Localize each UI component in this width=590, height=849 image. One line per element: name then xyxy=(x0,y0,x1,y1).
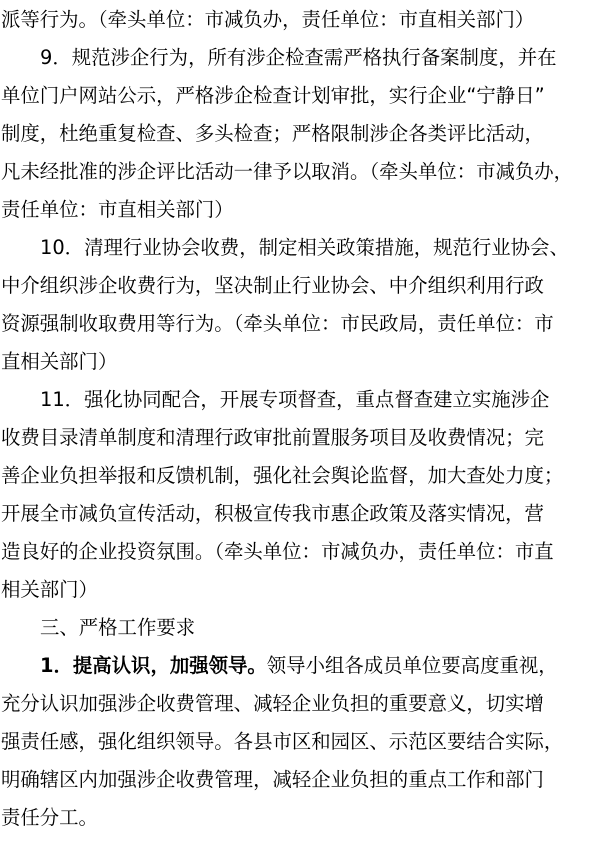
text-line: 责任单位：市直相关部门） xyxy=(1,198,234,221)
list-item-9-line: 9．规范涉企行为，所有涉企检查需严格执行备案制度，并在 xyxy=(40,46,557,69)
sub-item-1-text: 领导小组各成员单位要高度重视， xyxy=(266,654,558,677)
text-line: 责任分工。 xyxy=(1,806,98,829)
text-line: 收费目录清单制度和清理行政审批前置服务项目及收费情况；完 xyxy=(1,426,544,449)
section-heading: 三、严格工作要求 xyxy=(40,616,196,639)
text-line: 单位门户网站公示，严格涉企检查计划审批，实行企业“宁静日” xyxy=(1,84,545,107)
list-item-11-line: 11．强化协同配合，开展专项督查，重点督查建立实施涉企 xyxy=(40,388,550,411)
text-line: 派等行为。（牵头单位：市减负办，责任单位：市直相关部门） xyxy=(1,8,535,31)
sub-item-1-line xyxy=(40,648,558,684)
text-line: 充分认识加强涉企收费管理、减轻企业负担的重要意义，切实增 xyxy=(1,692,544,715)
text-line: 资源强制收取费用等行为。（牵头单位：市民政局，责任单位：市 xyxy=(1,312,554,335)
text-line: 相关部门） xyxy=(1,578,98,601)
sub-item-1-heading: 1．提高认识，加强领导。 xyxy=(40,654,267,677)
text-line: 制度，杜绝重复检查、多头检查；严格限制涉企各类评比活动， xyxy=(1,122,544,145)
text-line: 明确辖区内加强涉企收费管理，减轻企业负担的重点工作和部门 xyxy=(1,768,544,791)
text-line: 强责任感，强化组织领导。各县市区和园区、示范区要结合实际， xyxy=(1,730,564,753)
list-item-10-line: 10．清理行业协会收费，制定相关政策措施，规范行业协会、 xyxy=(40,236,569,259)
text-line: 中介组织涉企收费行为，坚决制止行业协会、中介组织利用行政 xyxy=(1,274,544,297)
text-line: 善企业负担举报和反馈机制，强化社会舆论监督，加大查处力度； xyxy=(1,464,564,487)
text-line: 造良好的企业投资氛围。（牵头单位：市减负办，责任单位：市直 xyxy=(1,540,554,563)
text-line: 开展全市减负宣传活动，积极宣传我市惠企政策及落实情况，营 xyxy=(1,502,544,525)
text-line: 直相关部门） xyxy=(1,350,118,373)
text-line: 凡未经批准的涉企评比活动一律予以取消。（牵头单位：市减负办， xyxy=(1,160,574,183)
